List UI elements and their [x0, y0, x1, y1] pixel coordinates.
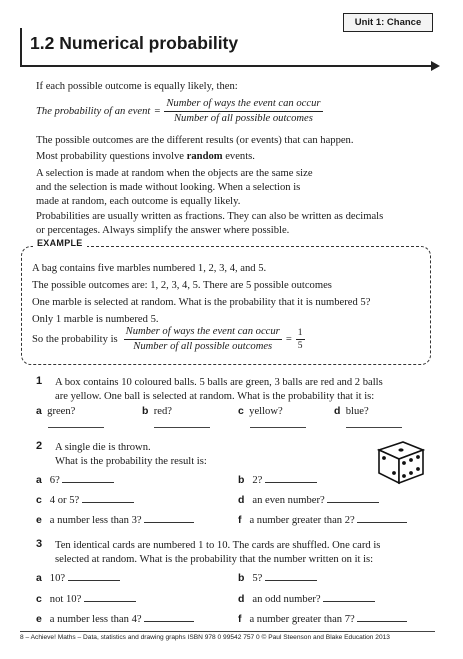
answer-line[interactable]	[82, 501, 134, 503]
intro-paragraph: Probabilities are usually written as fractions. They can also be written as decimals	[36, 211, 384, 222]
q3-part-a	[36, 572, 120, 585]
probability-formula	[36, 98, 323, 125]
q3-part-b	[238, 572, 317, 585]
example-line: Only 1 marble is numbered 5.	[32, 314, 159, 325]
example-line: One marble is selected at random. What is the probability that it is numbered 5?	[32, 297, 371, 308]
footer-rule	[20, 631, 435, 632]
example-answer-fraction	[296, 328, 305, 351]
question-text: are yellow. One ball is selected at random. What is the probability that it is:	[55, 391, 375, 402]
question-text: What is the probability the result is:	[55, 456, 207, 467]
answer-line[interactable]	[144, 620, 194, 622]
part-text: 6?	[49, 475, 60, 486]
question-number: 3	[36, 538, 43, 550]
q2-part-b	[238, 474, 317, 487]
text-span: events.	[222, 151, 255, 162]
answer-line-b[interactable]	[154, 427, 210, 428]
formula-equals: =	[154, 106, 161, 117]
part-text: not 10?	[49, 594, 82, 605]
arrow-right-icon	[431, 61, 440, 71]
dice-icon	[375, 436, 427, 486]
part-label: d	[238, 593, 245, 605]
answer-line-a[interactable]	[48, 427, 104, 428]
bold-term: random	[186, 151, 223, 162]
part-text: 4 or 5?	[49, 495, 80, 506]
part-label: a	[36, 474, 42, 486]
part-text: a number greater than 7?	[249, 614, 355, 625]
q2-part-c	[36, 494, 134, 507]
answer-line-c[interactable]	[250, 427, 306, 428]
q2-part-e	[36, 514, 194, 527]
example-line: A bag contains five marbles numbered 1, 2, 3, 4, and 5.	[32, 263, 267, 274]
part-text: a number less than 3?	[49, 515, 142, 526]
title-rule-vertical	[20, 28, 22, 67]
intro-paragraph: or percentages. Always simplify the answer where possible.	[36, 225, 290, 236]
formula-denominator: Number of all possible outcomes	[173, 113, 313, 124]
answer-line-d[interactable]	[346, 427, 402, 428]
unit-badge: Unit 1: Chance	[343, 13, 433, 32]
intro-line: If each possible outcome is equally likely, then:	[36, 81, 238, 92]
example-formula-denominator: Number of all possible outcomes	[133, 341, 273, 352]
part-label: a	[36, 405, 42, 417]
intro-paragraph: made at random, each outcome is equally likely.	[36, 196, 241, 207]
part-label: e	[36, 514, 42, 526]
answer-line[interactable]	[323, 600, 375, 602]
example-line: The possible outcomes are: 1, 2, 3, 4, 5. There are 5 possible outcomes	[32, 280, 332, 291]
q2-part-a	[36, 474, 114, 487]
part-text: 10?	[49, 573, 66, 584]
page-title: 1.2 Numerical probability	[30, 33, 239, 53]
example-formula-equals: =	[285, 334, 292, 345]
part-text: an even number?	[252, 495, 325, 506]
q1-part-c	[238, 405, 283, 418]
answer-line[interactable]	[265, 481, 317, 483]
q1-part-a	[36, 405, 75, 418]
q3-part-c	[36, 593, 136, 606]
intro-paragraph: A selection is made at random when the objects are the same size	[36, 168, 313, 179]
example-formula-prefix: So the probability is	[32, 334, 118, 345]
part-text: blue?	[345, 406, 369, 417]
q3-part-f	[238, 613, 407, 626]
question-text: selected at random. What is the probability that the number written on it is:	[55, 554, 374, 565]
text-span: Most probability questions involve	[36, 151, 187, 162]
part-label: c	[36, 494, 42, 506]
part-label: f	[238, 514, 242, 526]
formula-numerator: Number of ways the event can occur	[164, 98, 322, 112]
part-label: c	[238, 405, 244, 417]
part-label: e	[36, 613, 42, 625]
q2-part-f	[238, 514, 407, 527]
part-label: b	[238, 572, 245, 584]
answer-line[interactable]	[265, 579, 317, 581]
answer-line[interactable]	[357, 521, 407, 523]
formula-fraction	[164, 98, 322, 125]
q2-part-d	[238, 494, 379, 507]
question-text: Ten identical cards are numbered 1 to 10. The cards are shuffled. One card is	[55, 540, 381, 551]
answer-line[interactable]	[62, 481, 114, 483]
example-formula-fraction	[124, 326, 282, 353]
part-label: d	[238, 494, 245, 506]
intro-paragraph	[36, 150, 255, 163]
part-text: a number greater than 2?	[249, 515, 355, 526]
question-number: 2	[36, 440, 43, 452]
answer-line[interactable]	[144, 521, 194, 523]
example-formula	[32, 326, 305, 353]
part-label: f	[238, 613, 242, 625]
part-label: b	[142, 405, 149, 417]
part-label: b	[238, 474, 245, 486]
q1-part-b	[142, 405, 172, 418]
intro-paragraph: and the selection is made without looking. When a selection is	[36, 182, 301, 193]
intro-paragraph: The possible outcomes are the different results (or events) that can happen.	[36, 135, 354, 146]
formula-left: The probability of an event	[36, 106, 151, 117]
answer-line[interactable]	[84, 600, 136, 602]
part-text: red?	[153, 406, 172, 417]
part-text: an odd number?	[252, 594, 321, 605]
part-label: a	[36, 572, 42, 584]
part-text: 5?	[252, 573, 263, 584]
q3-part-e	[36, 613, 194, 626]
part-label: c	[36, 593, 42, 605]
question-text: A box contains 10 coloured balls. 5 balls are green, 3 balls are red and 2 balls	[55, 377, 383, 388]
question-number: 1	[36, 375, 43, 387]
example-answer-denominator: 5	[297, 341, 303, 351]
part-text: 2?	[252, 475, 263, 486]
part-text: a number less than 4?	[49, 614, 142, 625]
part-text: yellow?	[249, 406, 283, 417]
title-rule-horizontal	[20, 65, 435, 67]
footer-text: 8 – Achieve! Maths – Data, statistics and drawing graphs ISBN 978 0 99542 757 0 © Paul Steenson and Blake Education 2013	[20, 634, 390, 641]
example-answer-numerator: 1	[297, 328, 303, 338]
part-label: d	[334, 405, 341, 417]
answer-line[interactable]	[68, 579, 120, 581]
q3-part-d	[238, 593, 375, 606]
example-label: EXAMPLE	[33, 238, 87, 248]
example-formula-numerator: Number of ways the event can occur	[124, 326, 282, 340]
q1-part-d	[334, 405, 369, 418]
answer-line[interactable]	[357, 620, 407, 622]
question-text: A single die is thrown.	[55, 442, 151, 453]
part-text: green?	[47, 406, 76, 417]
answer-line[interactable]	[327, 501, 379, 503]
